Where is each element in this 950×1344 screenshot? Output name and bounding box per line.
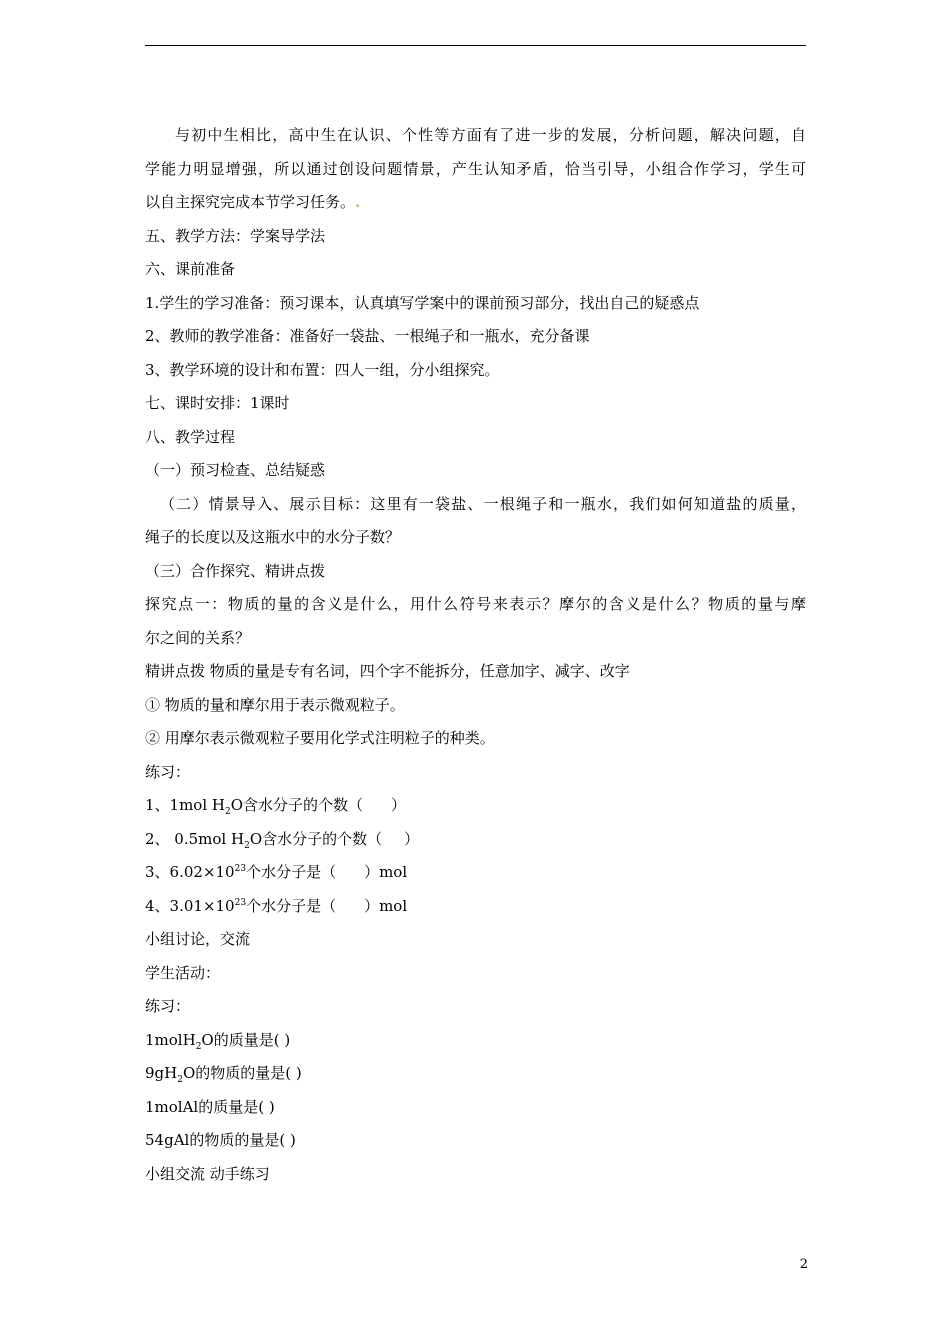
section-heading-6: 六、课前准备	[145, 260, 236, 278]
paragraph-line: 与初中生相比，高中生在认识、个性等方面有了进一步的发展，分析问题，解决问题，自	[175, 126, 806, 144]
prep-item-2: 2、教师的教学准备：准备好一袋盐、一根绳子和一瓶水，充分备课	[145, 327, 590, 345]
paragraph-text: 以自主探究完成本节学习任务。	[145, 193, 356, 211]
process-step-3: （三）合作探究、精讲点拨	[145, 561, 326, 580]
process-step-2-cont: 绳子的长度以及这瓶水中的水分子数？	[145, 528, 401, 546]
prep-item-3: 3、教学环境的设计和布置：四人一组，分小组探究。	[145, 360, 500, 379]
page-number: 2	[799, 1257, 808, 1272]
exercise-heading: 练习：	[145, 762, 191, 781]
key-point-1: ① 物质的量和摩尔用于表示微观粒子。	[145, 695, 405, 714]
scan-mark: .	[355, 193, 361, 211]
section-heading-5: 五、教学方法：学案导学法	[145, 226, 326, 245]
process-step-1: （一）预习检查、总结疑惑	[145, 461, 326, 479]
group-discussion: 小组讨论，交流	[145, 930, 251, 948]
inquiry-question-cont: 尔之间的关系？	[145, 628, 251, 647]
exercise-item-4: 4、$3.01\times 10^{23}$个水分子是（ ）mol	[145, 896, 408, 915]
exercise2-item-4: 54gAl的物质的量是( )	[145, 1131, 296, 1149]
closing-activity: 小组交流 动手练习	[145, 1164, 270, 1183]
paragraph-line	[145, 186, 806, 220]
document-body	[145, 119, 806, 1191]
exercise-heading-2: 练习：	[145, 997, 191, 1015]
section-heading-8: 八、教学过程	[145, 427, 236, 446]
exercise2-item-2: $9gH_2O$的物质的量是( )	[145, 1064, 302, 1085]
exercise2-item-1: 1molH$_2$O的质量是( )	[145, 1030, 291, 1052]
exercise2-item-3: 1molAl的质量是( )	[145, 1097, 275, 1116]
inquiry-question: 探究点一：物质的量的含义是什么，用什么符号来表示？摩尔的含义是什么？物质的量与摩	[145, 595, 806, 613]
exercise-item-2: 2、 0.5mol $H_2O$含水分子的个数（ ）	[145, 829, 420, 851]
student-activity: 学生活动：	[145, 963, 221, 982]
key-explanation: 精讲点拨 物质的量是专有名词，四个字不能拆分，任意加字、减字、改字	[145, 662, 630, 680]
prep-item-1: 1.学生的学习准备：预习课本，认真填写学案中的课前预习部分，找出自己的疑惑点	[145, 293, 700, 312]
header-rule	[145, 45, 806, 46]
section-heading-7: 七、课时安排：1课时	[145, 394, 290, 412]
process-step-2: （二）情景导入、展示目标：这里有一袋盐、一根绳子和一瓶水，我们如何知道盐的质量，	[160, 494, 806, 513]
paragraph-line: 学能力明显增强，所以通过创设问题情景，产生认知矛盾，恰当引导，小组合作学习，学生可	[145, 159, 806, 178]
exercise-item-3: 3、$6.02\times 10^{23}$个水分子是（ ）mol	[145, 863, 408, 881]
key-point-2: ② 用摩尔表示微观粒子要用化学式注明粒子的种类。	[145, 729, 495, 747]
exercise-item-1: 1、1mol $H_2O$含水分子的个数（ ）	[145, 796, 407, 817]
